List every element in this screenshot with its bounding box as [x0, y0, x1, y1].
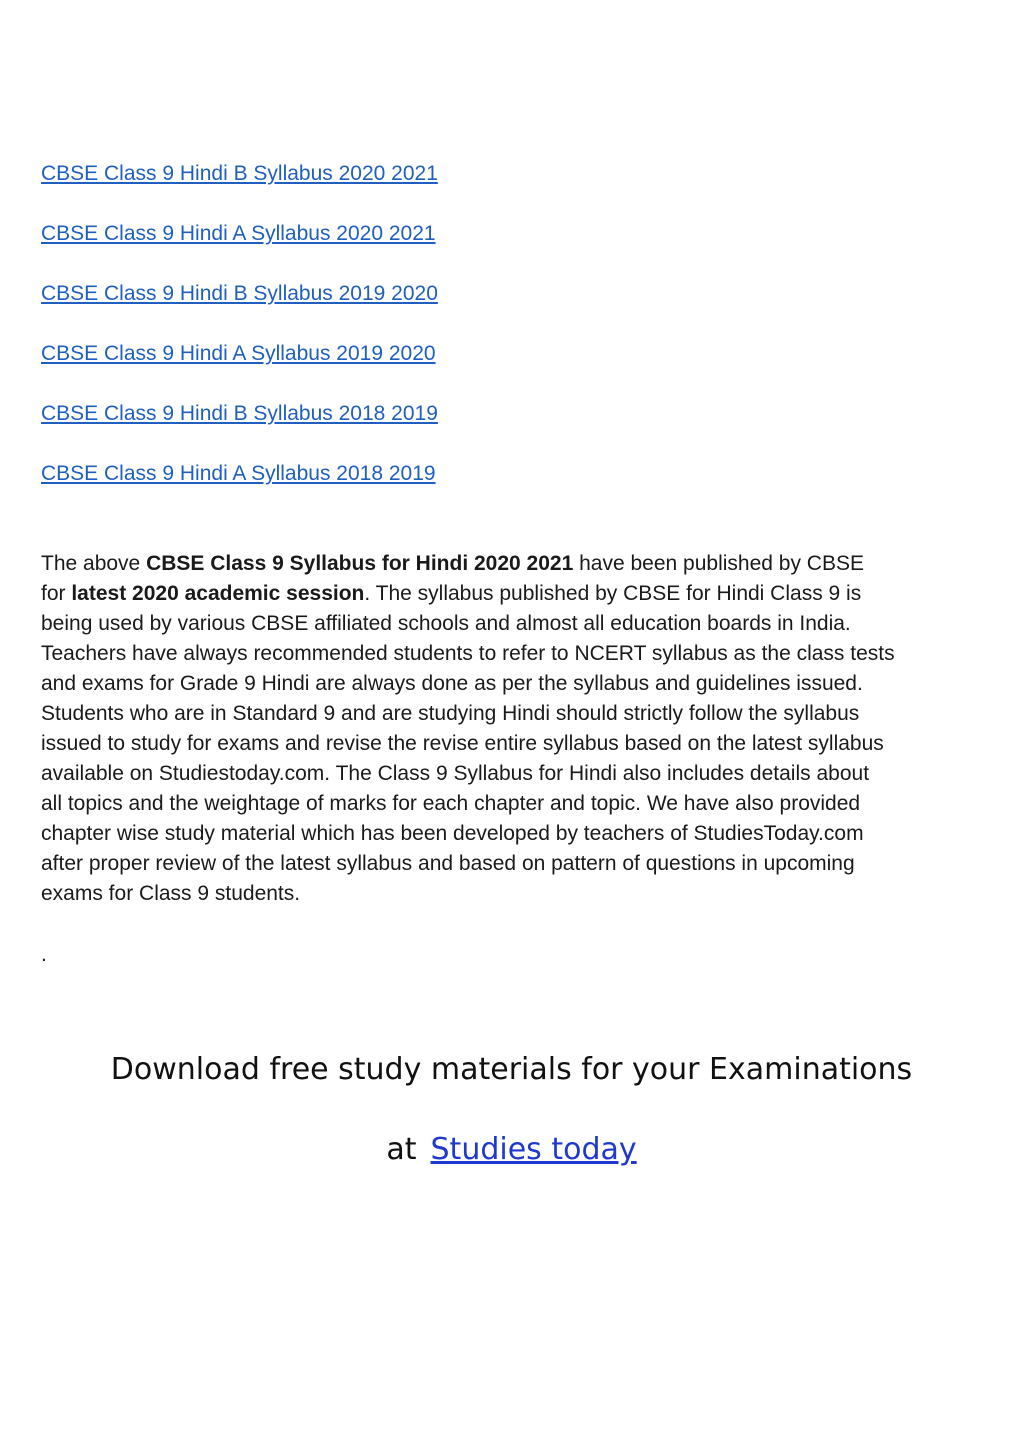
list-item: [41, 338, 438, 398]
paragraph-line: exams for Class 9 students.: [41, 882, 301, 905]
list-item: [41, 158, 438, 218]
syllabus-link[interactable]: CBSE Class 9 Hindi A Syllabus 2018 2019: [41, 462, 436, 485]
paragraph-line: The above CBSE Class 9 Syllabus for Hindi 2020 2021 have been published by CBSE: [41, 552, 864, 575]
syllabus-link[interactable]: CBSE Class 9 Hindi B Syllabus 2018 2019: [41, 402, 438, 425]
studies-today-link[interactable]: Studies today: [430, 1132, 637, 1167]
list-item: [41, 218, 438, 278]
paragraph-line: available on Studiestoday.com. The Class 9 Syllabus for Hindi also includes details about: [41, 762, 870, 785]
description-paragraph: [41, 549, 1023, 909]
paragraph-line: Teachers have always recommended students to refer to NCERT syllabus as the class tests: [41, 642, 895, 665]
bold-phrase: latest 2020 academic session: [71, 582, 365, 605]
syllabus-link[interactable]: CBSE Class 9 Hindi A Syllabus 2020 2021: [41, 222, 436, 245]
download-link-line: [0, 1130, 1023, 1170]
paragraph-line: chapter wise study material which has been developed by teachers of StudiesToday.com: [41, 822, 864, 845]
list-item: [41, 278, 438, 338]
paragraph-line: all topics and the weightage of marks for each chapter and topic. We have also provided: [41, 792, 861, 815]
list-item: [41, 398, 438, 458]
separator-dot: .: [41, 943, 47, 966]
syllabus-link[interactable]: CBSE Class 9 Hindi B Syllabus 2019 2020: [41, 282, 438, 305]
at-text: at: [386, 1132, 417, 1167]
syllabus-link[interactable]: CBSE Class 9 Hindi A Syllabus 2019 2020: [41, 342, 436, 365]
paragraph-line: Students who are in Standard 9 and are studying Hindi should strictly follow the syllabus: [41, 702, 860, 725]
bold-phrase: CBSE Class 9 Syllabus for Hindi 2020 2021: [146, 552, 574, 575]
paragraph-line: for latest 2020 academic session. The syllabus published by CBSE for Hindi Class 9 is: [41, 582, 862, 605]
paragraph-line: after proper review of the latest syllabus and based on pattern of questions in upcoming: [41, 852, 855, 875]
paragraph-line: being used by various CBSE affiliated schools and almost all education boards in India.: [41, 612, 851, 635]
download-heading: Download free study materials for your Examinations: [110, 1052, 913, 1087]
paragraph-line: issued to study for exams and revise the revise entire syllabus based on the latest syllabus: [41, 732, 884, 755]
paragraph-line: and exams for Grade 9 Hindi are always done as per the syllabus and guidelines issued.: [41, 672, 863, 695]
syllabus-link[interactable]: CBSE Class 9 Hindi B Syllabus 2020 2021: [41, 162, 438, 185]
syllabus-link-list: [41, 158, 438, 518]
list-item: [41, 458, 438, 518]
